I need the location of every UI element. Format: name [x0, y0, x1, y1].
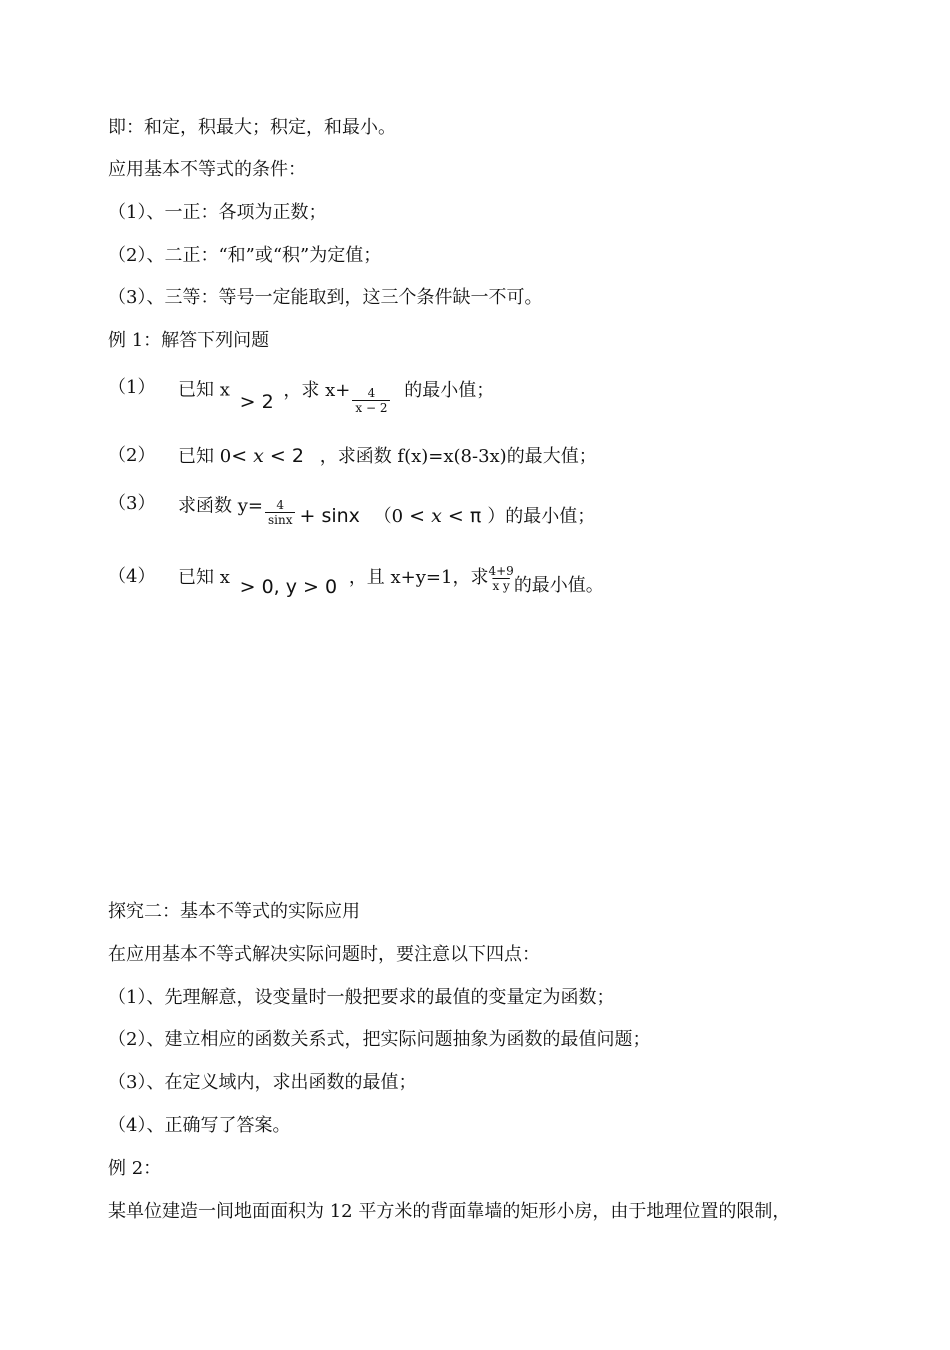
text-line: 某单位建造一间地面面积为 12 平方米的背面靠墙的矩形小房，由于地理位置的限制， — [108, 1201, 791, 1222]
math-expression: < π — [441, 504, 488, 527]
problem-text: ）的最小值； — [487, 505, 596, 527]
text-line: （4）、正确写了答案。 — [108, 1115, 291, 1136]
problem-number: （1） — [108, 377, 156, 398]
math-expression: < 2 — [263, 445, 304, 467]
text-line: （1）、先理解意，设变量时一般把要求的最值的变量定为函数； — [108, 987, 615, 1008]
fraction-pair — [488, 563, 513, 593]
section-title: 探究二：基本不等式的实际应用 — [108, 901, 360, 922]
problem-3 — [178, 492, 596, 527]
math-variable: x — [431, 504, 442, 527]
text-line: （3）、三等：等号一定能取到，这三个条件缺一不可。 — [108, 287, 543, 308]
fraction-denominator: sinx — [265, 512, 296, 527]
text-line: （2）、建立相应的函数关系式，把实际问题抽象为函数的最值问题； — [108, 1029, 651, 1050]
math-expression: > 0, y > 0 — [239, 576, 338, 598]
text-line: 即：和定，积最大；积定，和最小。 — [108, 117, 396, 138]
fraction-numerators: 4+9 — [488, 564, 514, 578]
math-expression: < — [231, 445, 254, 467]
problem-text: ，求函数 f(x)=x(8-3x)的最大值； — [319, 446, 597, 467]
problem-text: （0 — [373, 505, 404, 527]
problem-text: ，求 x+ — [283, 379, 351, 401]
problem-text: 已知 x — [178, 567, 230, 588]
fraction — [265, 498, 296, 527]
math-expression: + sinx — [299, 504, 360, 527]
text-line: （2）、二正：“和”或“积”为定值； — [108, 245, 382, 266]
problem-text: ，且 x+y=1，求 — [348, 567, 489, 588]
fraction-denominator: x − 2 — [352, 400, 390, 415]
problem-number: （2） — [108, 445, 156, 466]
problem-2 — [178, 444, 597, 469]
problem-number: （4） — [108, 566, 156, 587]
text-line: （3）、在定义域内，求出函数的最值； — [108, 1072, 417, 1093]
fraction-denominators: x y — [492, 579, 510, 593]
example-heading: 例 1：解答下列问题 — [108, 330, 270, 351]
math-variable: x — [253, 445, 264, 467]
fraction-numerator: 4 — [276, 498, 285, 512]
problem-text: 已知 0 — [178, 446, 232, 467]
problem-4 — [178, 564, 604, 598]
text-line: （1）、一正：各项为正数； — [108, 202, 327, 223]
problem-text: 的最小值； — [404, 379, 495, 401]
problem-text: 求函数 y= — [178, 495, 263, 517]
problem-text: 的最小值。 — [513, 575, 604, 596]
example-heading: 例 2： — [108, 1158, 162, 1179]
text-line: 应用基本不等式的条件： — [108, 159, 306, 180]
fraction — [352, 386, 390, 415]
fraction-numerator: 4 — [367, 386, 376, 400]
problem-number: （3） — [108, 493, 156, 514]
problem-1 — [178, 376, 495, 415]
math-expression: > 2 — [239, 390, 274, 413]
math-expression: < — [403, 504, 432, 527]
text-line: 在应用基本不等式解决实际问题时，要注意以下四点： — [108, 944, 540, 965]
problem-text: 已知 x — [178, 379, 230, 401]
